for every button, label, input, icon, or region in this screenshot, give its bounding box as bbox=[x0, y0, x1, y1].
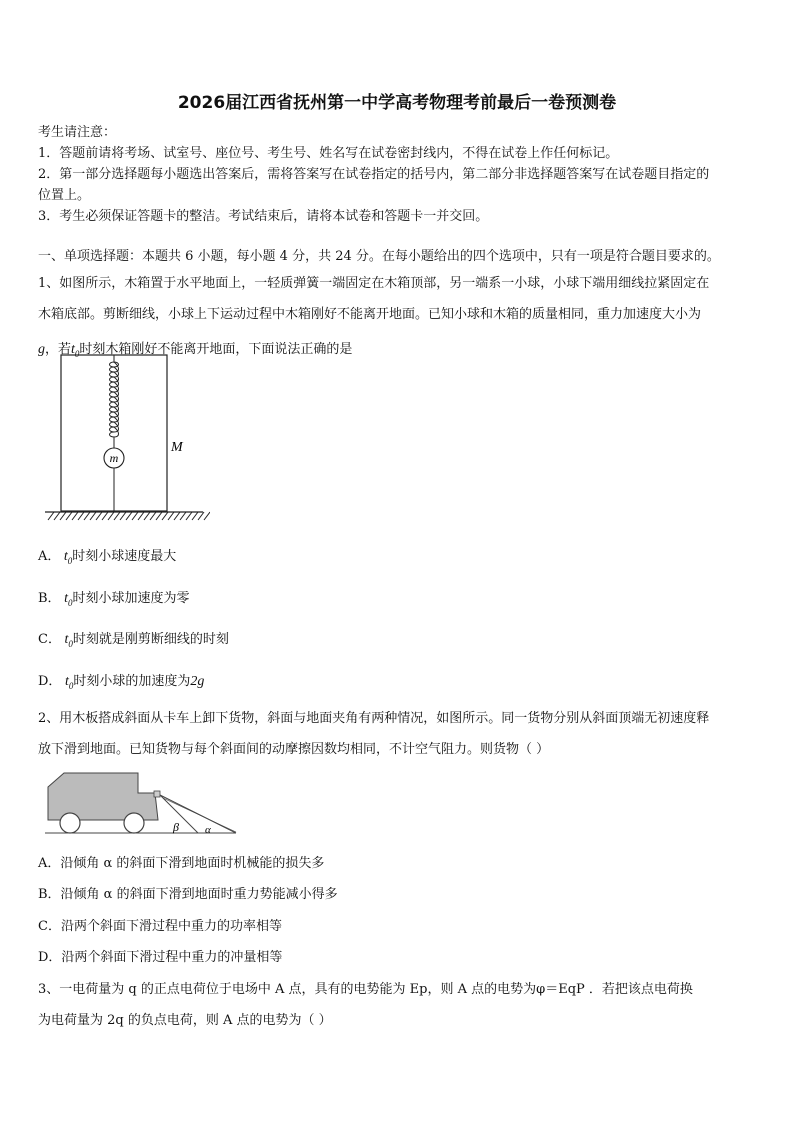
notice-item: 2．第一部分选择题每小题选出答案后，需将答案写在试卷指定的括号内，第二部分非选择题答案写在试卷题目指定的 bbox=[38, 167, 710, 182]
truck-ramp-figure bbox=[40, 765, 245, 840]
question-2-text: 2、用木板搭成斜面从卡车上卸下货物，斜面与地面夹角有两种情况，如图所示。同一货物分别从斜面顶端无初速度释 bbox=[38, 711, 710, 726]
box-spring-figure bbox=[40, 350, 210, 530]
question-1-text: g，若$t_0$时刻木箱刚好不能离开地面，下面说法正确的是 bbox=[38, 342, 353, 359]
box-label: M bbox=[171, 440, 183, 455]
question-3-text: 为电荷量为 2q 的负点电荷，则 A 点的电势为（ ） bbox=[38, 1013, 332, 1028]
question-1-option: C． $t_0$时刻就是刚剪断细线的时刻 bbox=[38, 632, 229, 649]
question-2-option: B．沿倾角 α 的斜面下滑到地面时重力势能减小得多 bbox=[38, 887, 338, 902]
angle-beta-label: β bbox=[173, 820, 179, 834]
symbol-t0: $t_0$ bbox=[71, 342, 80, 359]
notice-item: 位置上。 bbox=[38, 188, 91, 203]
notice-heading: 考生请注意： bbox=[38, 125, 117, 140]
notice-item: 1．答题前请将考场、试室号、座位号、考生号、姓名写在试卷密封线内，不得在试卷上作任何标记。 bbox=[38, 146, 619, 161]
page-title: 2026届江西省抚州第一中学高考物理考前最后一卷预测卷 bbox=[177, 93, 617, 113]
question-1-option: A． $t_0$时刻小球速度最大 bbox=[38, 549, 177, 566]
question-2-text: 放下滑到地面。已知货物与每个斜面间的动摩擦因数均相同，不计空气阻力。则货物（ ） bbox=[38, 742, 550, 757]
question-2-option: C．沿两个斜面下滑过程中重力的功率相等 bbox=[38, 919, 282, 934]
question-1-text: 木箱底部。剪断细线，小球上下运动过程中木箱刚好不能离开地面。已知小球和木箱的质量相同，重力加速度大小为 bbox=[38, 307, 702, 322]
question-3-text: 3、一电荷量为 q 的正点电荷位于电场中 A 点，具有的电势能为 Ep，则 A 点的电势为φ＝EqP ．若把该点电荷换 bbox=[38, 982, 693, 997]
question-2-option: A．沿倾角 α 的斜面下滑到地面时机械能的损失多 bbox=[38, 856, 325, 871]
symbol-g: g bbox=[38, 342, 45, 357]
question-1-text: 1、如图所示，木箱置于水平地面上，一轻质弹簧一端固定在木箱顶部，另一端系一小球，小球下端用细线拉紧固定在 bbox=[38, 276, 710, 291]
notice-item: 3．考生必须保证答题卡的整洁。考试结束后，请将本试卷和答题卡一并交回。 bbox=[38, 209, 489, 224]
question-2-option: D．沿两个斜面下滑过程中重力的冲量相等 bbox=[38, 950, 283, 965]
question-1-option: D． $t_0$时刻小球的加速度为2g bbox=[38, 674, 205, 691]
question-1-option: B． $t_0$时刻小球加速度为零 bbox=[38, 591, 190, 608]
section-heading: 一、单项选择题：本题共 6 小题，每小题 4 分，共 24 分。在每小题给出的四个选项中，只有一项是符合题目要求的。 bbox=[38, 249, 720, 264]
ball-label: m bbox=[109, 451, 119, 465]
angle-alpha-label: α bbox=[205, 824, 211, 836]
